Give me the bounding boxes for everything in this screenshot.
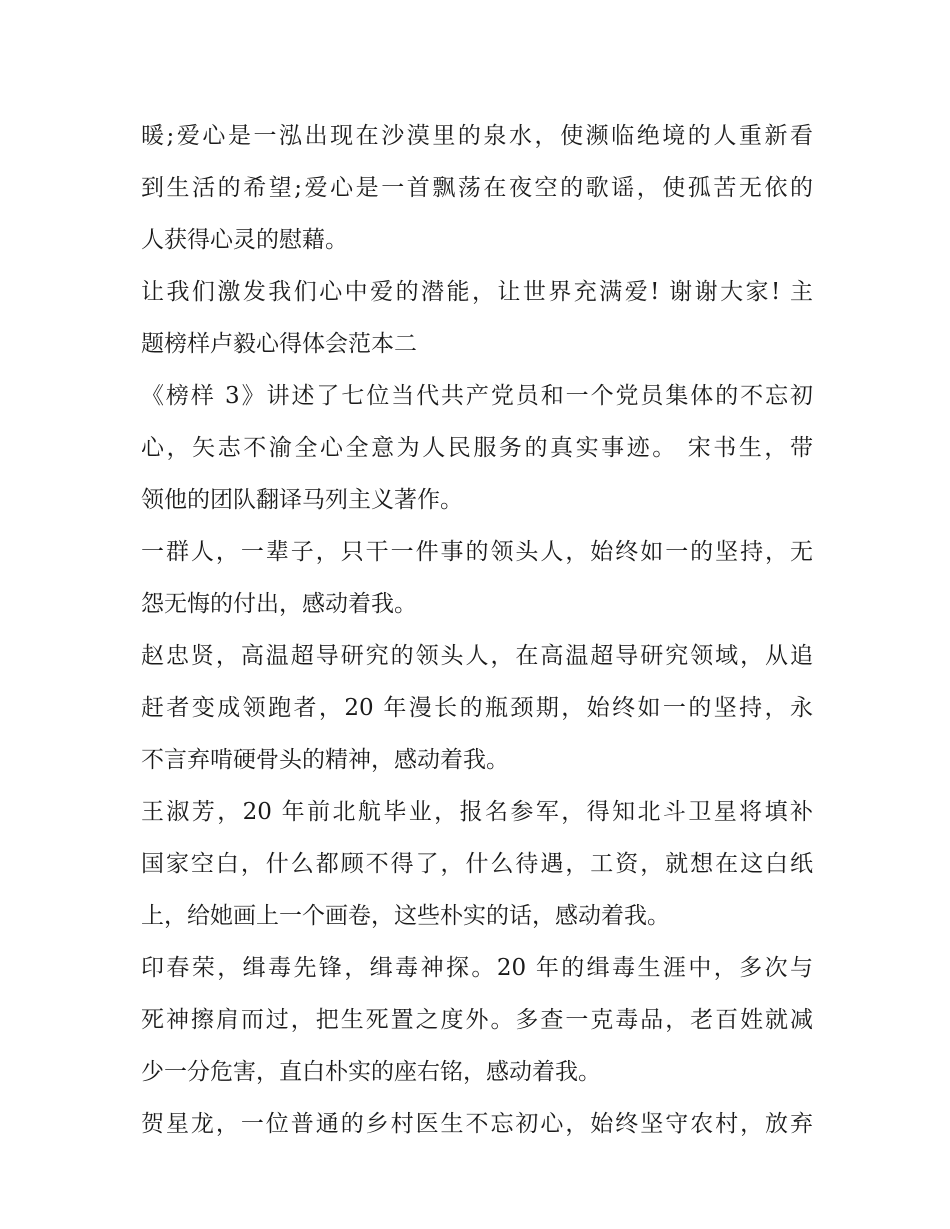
text-line: 让我们激发我们心中爱的潜能，让世界充满爱! 谢谢大家! 主 — [141, 279, 813, 305]
text-line: 国家空白，什么都顾不得了，什么待遇，工资，就想在这白纸 — [141, 851, 813, 877]
text-line: 领他的团队翻译马列主义著作。 — [141, 487, 463, 513]
document-body — [141, 110, 813, 1150]
text-line: 赵忠贤，高温超导研究的领头人，在高温超导研究领域，从追 — [141, 643, 813, 669]
text-line: 印春荣，缉毒先锋，缉毒神探。20 年的缉毒生涯中，多次与 — [141, 955, 813, 981]
text-line: 上，给她画上一个画卷，这些朴实的话，感动着我。 — [141, 903, 670, 929]
text-line: 题榜样卢毅心得体会范本二 — [141, 331, 417, 357]
text-line: 暖;爱心是一泓出现在沙漠里的泉水，使濒临绝境的人重新看 — [141, 123, 813, 149]
text-line: 贺星龙，一位普通的乡村医生不忘初心，始终坚守农村，放弃 — [141, 1111, 813, 1137]
text-line: 死神擦肩而过，把生死置之度外。多查一克毒品，老百姓就减 — [141, 1007, 813, 1033]
text-line: 王淑芳，20 年前北航毕业，报名参军，得知北斗卫星将填补 — [141, 799, 813, 825]
text-line: 怨无悔的付出，感动着我。 — [141, 591, 417, 617]
text-line: 心，矢志不渝全心全意为人民服务的真实事迹。 宋书生，带 — [141, 435, 813, 461]
text-line: 一群人，一辈子，只干一件事的领头人，始终如一的坚持，无 — [141, 539, 813, 565]
text-line: 赶者变成领跑者，20 年漫长的瓶颈期，始终如一的坚持，永 — [141, 695, 813, 721]
text-line: 不言弃啃硬骨头的精神，感动着我。 — [141, 747, 509, 773]
text-line: 人获得心灵的慰藉。 — [141, 227, 348, 253]
text-line: 《榜样 3》讲述了七位当代共产党员和一个党员集体的不忘初 — [141, 383, 813, 409]
text-line: 少一分危害，直白朴实的座右铭，感动着我。 — [141, 1059, 601, 1085]
text-line: 到生活的希望;爱心是一首飘荡在夜空的歌谣，使孤苦无依的 — [141, 175, 813, 201]
